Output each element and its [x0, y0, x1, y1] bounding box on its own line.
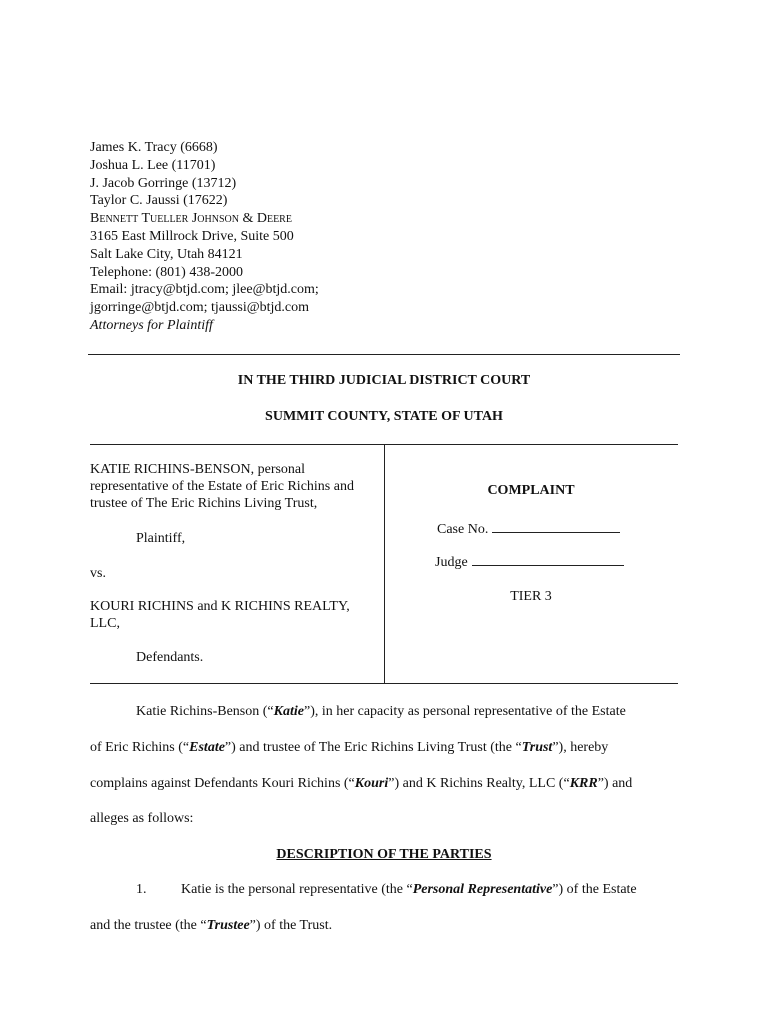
judge-label: Judge — [435, 555, 468, 570]
document-title: COMPLAINT — [487, 483, 575, 498]
attorney-name: James K. Tracy (6668) — [90, 140, 218, 155]
caption-defendant-party — [90, 598, 350, 632]
defined-term: Kouri — [354, 776, 389, 791]
caption-bottom-rule — [90, 683, 678, 684]
firm-email: Email: jtracy@btjd.com; jlee@btjd.com; — [90, 282, 319, 298]
text: and the trustee (the “ — [90, 918, 207, 933]
text: Katie Richins-Benson (“ — [136, 704, 274, 719]
defined-term: Personal Representative — [412, 882, 553, 897]
judge-blank — [472, 552, 624, 566]
paragraph-line — [90, 776, 680, 792]
firm-city: Salt Lake City, Utah 84121 — [90, 246, 243, 262]
paragraph-number: 1. — [136, 882, 147, 897]
text: Katie is the personal representative (the “ — [181, 882, 413, 897]
court-name: IN THE THIRD JUDICIAL DISTRICT COURT — [237, 373, 531, 388]
section-heading: DESCRIPTION OF THE PARTIES — [276, 847, 492, 862]
firm-name: Bennett Tueller Johnson & Deere — [90, 211, 292, 227]
paragraph-line — [90, 740, 680, 756]
text: ”), in her capacity as personal representative of the Estate — [303, 704, 626, 719]
paragraph-line — [136, 704, 726, 720]
text: ”), hereby — [552, 740, 609, 755]
attorney-name: Taylor C. Jaussi (17622) — [90, 193, 228, 209]
court-county: SUMMIT COUNTY, STATE OF UTAH — [265, 409, 503, 424]
caption-plaintiff-party — [90, 461, 354, 512]
defendants-label: Defendants. — [136, 650, 204, 665]
caption-text: KOURI RICHINS and K RICHINS REALTY, — [90, 599, 350, 614]
paragraph-line: alleges as follows: — [90, 811, 194, 826]
attorney-name: Joshua L. Lee (11701) — [90, 157, 216, 173]
text: ”) of the Estate — [552, 882, 637, 897]
paragraph-line — [90, 918, 680, 934]
firm-email: jgorringe@btjd.com; tjaussi@btjd.com — [90, 300, 310, 316]
case-number-field — [437, 519, 620, 538]
attorney-name: J. Jacob Gorringe (13712) — [90, 175, 237, 191]
caption-text: representative of the Estate of Eric Richins and — [90, 479, 354, 494]
tier-label: TIER 3 — [510, 589, 552, 604]
paragraph-line — [181, 882, 768, 898]
defined-term: Trust — [521, 740, 553, 755]
judge-field — [435, 552, 624, 571]
defined-term: Estate — [189, 740, 225, 755]
defined-term: Trustee — [206, 918, 250, 933]
case-number-label: Case No. — [437, 522, 489, 537]
text: ”) of the Trust. — [249, 918, 333, 933]
text: ”) and trustee of The Eric Richins Living Trust (the “ — [224, 740, 522, 755]
caption-text: KATIE RICHINS-BENSON, personal — [90, 462, 306, 477]
attorney-role: Attorneys for Plaintiff — [90, 317, 213, 333]
attorney-block — [90, 139, 319, 335]
defined-term: KRR — [569, 776, 598, 791]
defined-term: Katie — [273, 704, 304, 719]
header-divider — [88, 354, 680, 355]
caption-divider — [384, 444, 385, 683]
text: ”) and K Richins Realty, LLC (“ — [388, 776, 570, 791]
text: ”) and — [597, 776, 633, 791]
case-number-blank — [492, 519, 620, 533]
text: complains against Defendants Kouri Richins (“ — [90, 776, 355, 791]
firm-telephone: Telephone: (801) 438-2000 — [90, 264, 243, 280]
text: of Eric Richins (“ — [90, 740, 190, 755]
firm-address: 3165 East Millrock Drive, Suite 500 — [90, 228, 294, 244]
versus-label: vs. — [90, 566, 106, 581]
caption-text: trustee of The Eric Richins Living Trust, — [90, 496, 318, 511]
plaintiff-label: Plaintiff, — [136, 531, 186, 546]
caption-text: LLC, — [90, 616, 120, 631]
